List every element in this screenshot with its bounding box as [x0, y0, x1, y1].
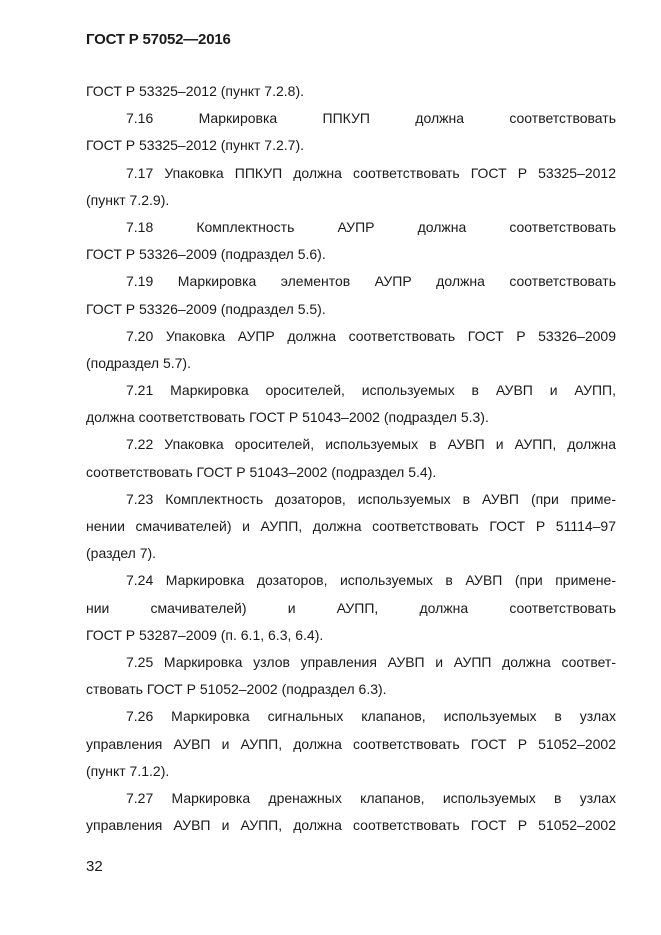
text-line: ГОСТ Р 53287–2009 (п. 6.1, 6.3, 6.4). — [86, 626, 324, 643]
text-line: ГОСТ Р 53325–2012 (пункт 7.2.7). — [86, 137, 304, 154]
text-line: 7.17 Упаковка ППКУП должна соответствовать ГОСТ Р 53325–2012 — [126, 164, 616, 181]
text-line: ГОСТ Р 53326–2009 (подраздел 5.5). — [86, 300, 326, 317]
text-line: нении смачивателей) и АУПП, должна соответствовать ГОСТ Р 51114–97 — [86, 518, 616, 534]
text-line: ГОСТ Р 53326–2009 (подраздел 5.6). — [86, 246, 326, 263]
document-body — [86, 78, 616, 839]
text-line: 7.23 Комплектность дозаторов, используемых в АУВП (при приме- — [126, 490, 616, 507]
text-line: управления АУВП и АУПП, должна соответствовать ГОСТ Р 51052–2002 — [86, 817, 616, 834]
text-line: (пункт 7.2.9). — [86, 191, 170, 208]
text-line: (пункт 7.1.2). — [86, 762, 170, 779]
text-line: управления АУВП и АУПП, должна соответствовать ГОСТ Р 51052–2002 — [86, 735, 616, 752]
text-line: 7.19 Маркировка элементов АУПР должна соответствовать — [126, 273, 616, 290]
text-line: соответствовать ГОСТ Р 51043–2002 (подраздел 5.4). — [86, 463, 437, 480]
text-line: 7.20 Упаковка АУПР должна соответствовать ГОСТ Р 53326–2009 — [126, 327, 616, 344]
text-line: 7.27 Маркировка дренажных клапанов, используемых в узлах — [126, 789, 616, 806]
text-line: 7.22 Упаковка оросителей, используемых в АУВП и АУПП, должна — [126, 436, 616, 453]
text-line: (раздел 7). — [86, 545, 157, 562]
page-number: 32 — [86, 858, 103, 875]
text-line: должна соответствовать ГОСТ Р 51043–2002 (подраздел 5.3). — [86, 409, 489, 426]
text-line: 7.25 Маркировка узлов управления АУВП и АУПП должна соответ- — [126, 653, 616, 670]
text-line: 7.24 Маркировка дозаторов, используемых в АУВП (при примене- — [126, 572, 616, 589]
text-line: нии смачивателей) и АУПП, должна соответствовать — [86, 599, 616, 616]
text-line: 7.16 Маркировка ППКУП должна соответствовать — [126, 110, 616, 127]
text-line: (подраздел 5.7). — [86, 354, 191, 371]
text-line: 7.18 Комплектность АУПР должна соответствовать — [126, 218, 616, 235]
text-line: ГОСТ Р 53325–2012 (пункт 7.2.8). — [86, 83, 304, 99]
text-line: 7.26 Маркировка сигнальных клапанов, используемых в узлах — [126, 708, 616, 725]
text-line: ствовать ГОСТ Р 51052–2002 (подраздел 6.3). — [86, 681, 387, 698]
text-line: 7.21 Маркировка оросителей, используемых в АУВП и АУПП, — [126, 382, 616, 399]
document-header: ГОСТ Р 57052—2016 — [86, 31, 231, 48]
